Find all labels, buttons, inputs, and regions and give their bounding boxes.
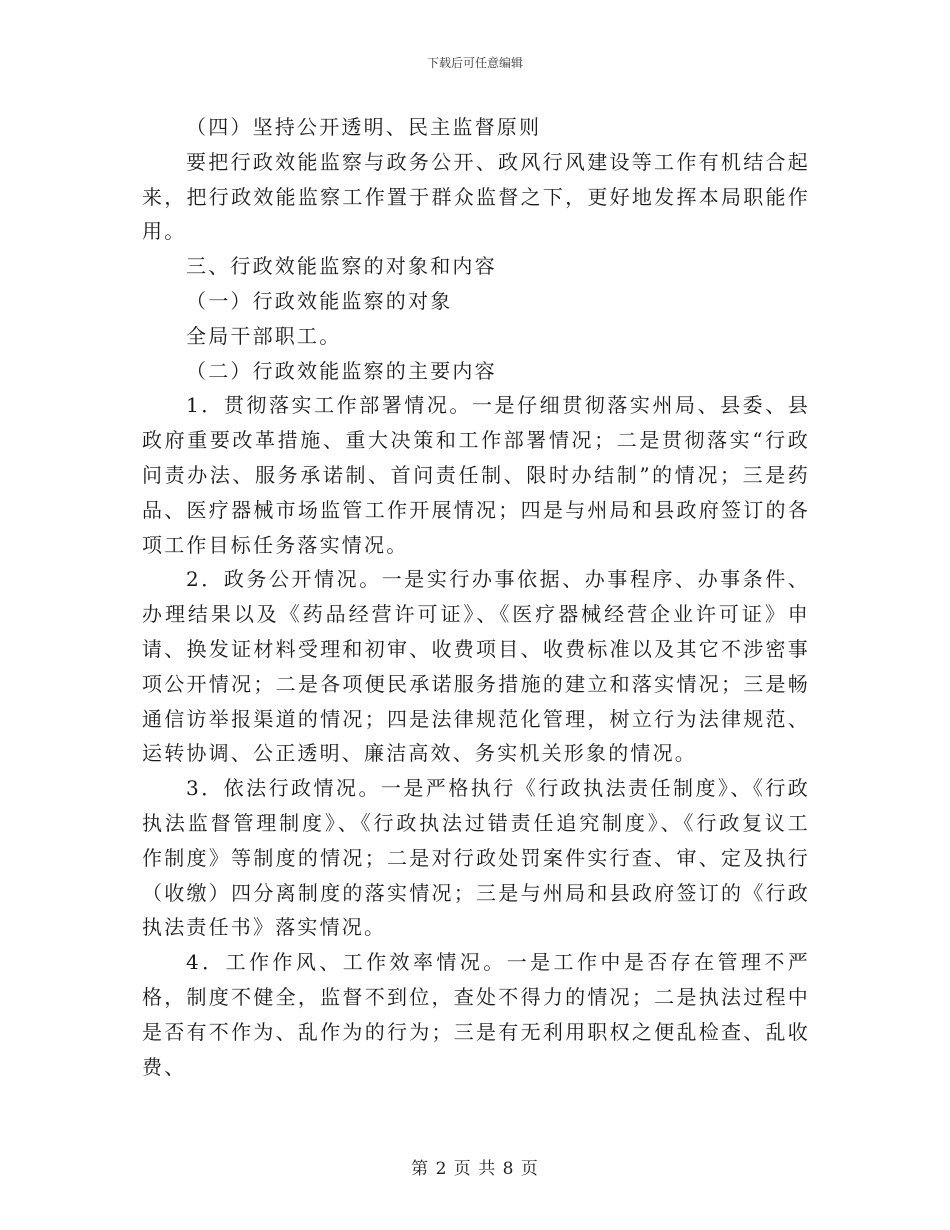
- subheading-contents: （二）行政效能监察的主要内容: [186, 358, 497, 383]
- paragraph: 全局干部职工。: [186, 323, 342, 348]
- heading-principle-4: （四）坚持公开透明、民主监督原则: [186, 115, 542, 139]
- list-item-2: 2．政务公开情况。一是实行办事依据、办事程序、办事条件、办理结果以及《药品经营许可证》、《医疗器械经营企业许可证》申请、换发证材料受理和初审、收费项目、收费标准以及其它不涉密事项公开情况；二是各项便民承诺服务措施的建立和落实情况；三是畅通信访举报渠道的情况；四是法律规范化管理，树立行为法律规范、运转协调、公正透明、廉洁高效、务实机关形象的情况。: [142, 567, 810, 766]
- document-body: [142, 110, 810, 1084]
- list-item-4: 4．工作作风、工作效率情况。一是工作中是否存在管理不严格，制度不健全，监督不到位，查处不得力的情况；二是执法过程中是否有不作为、乱作为的行为；三是有无利用职权之便乱检查、乱收费、: [142, 950, 810, 1079]
- header-note: 下载后可任意编辑: [426, 56, 523, 70]
- section-heading-3: 三、行政效能监察的对象和内容: [186, 254, 497, 279]
- page-number-footer: 第 2 页 共 8 页: [411, 1159, 539, 1179]
- subheading-objects: （一）行政效能监察的对象: [186, 288, 453, 313]
- list-item-1: 1．贯彻落实工作部署情况。一是仔细贯彻落实州局、县委、县政府重要改革措施、重大决策和工作部署情况；二是贯彻落实“行政问责办法、服务承诺制、首问责任制、限时办结制”的情况；三是药品、医疗器械市场监管工作开展情况；四是与州局和县政府签订的各项工作目标任务落实情况。: [142, 393, 810, 557]
- paragraph: 要把行政效能监察与政务公开、政风行风建设等工作有机结合起来，把行政效能监察工作置于群众监督之下，更好地发挥本局职能作用。: [142, 149, 810, 244]
- list-item-3: 3．依法行政情况。一是严格执行《行政执法责任制度》、《行政执法监督管理制度》、《行政执法过错责任追究制度》、《行政复议工作制度》等制度的情况；二是对行政处罚案件实行查、审、定及执行（收缴）四分离制度的落实情况；三是与州局和县政府签订的《行政执法责任书》落实情况。: [142, 776, 810, 940]
